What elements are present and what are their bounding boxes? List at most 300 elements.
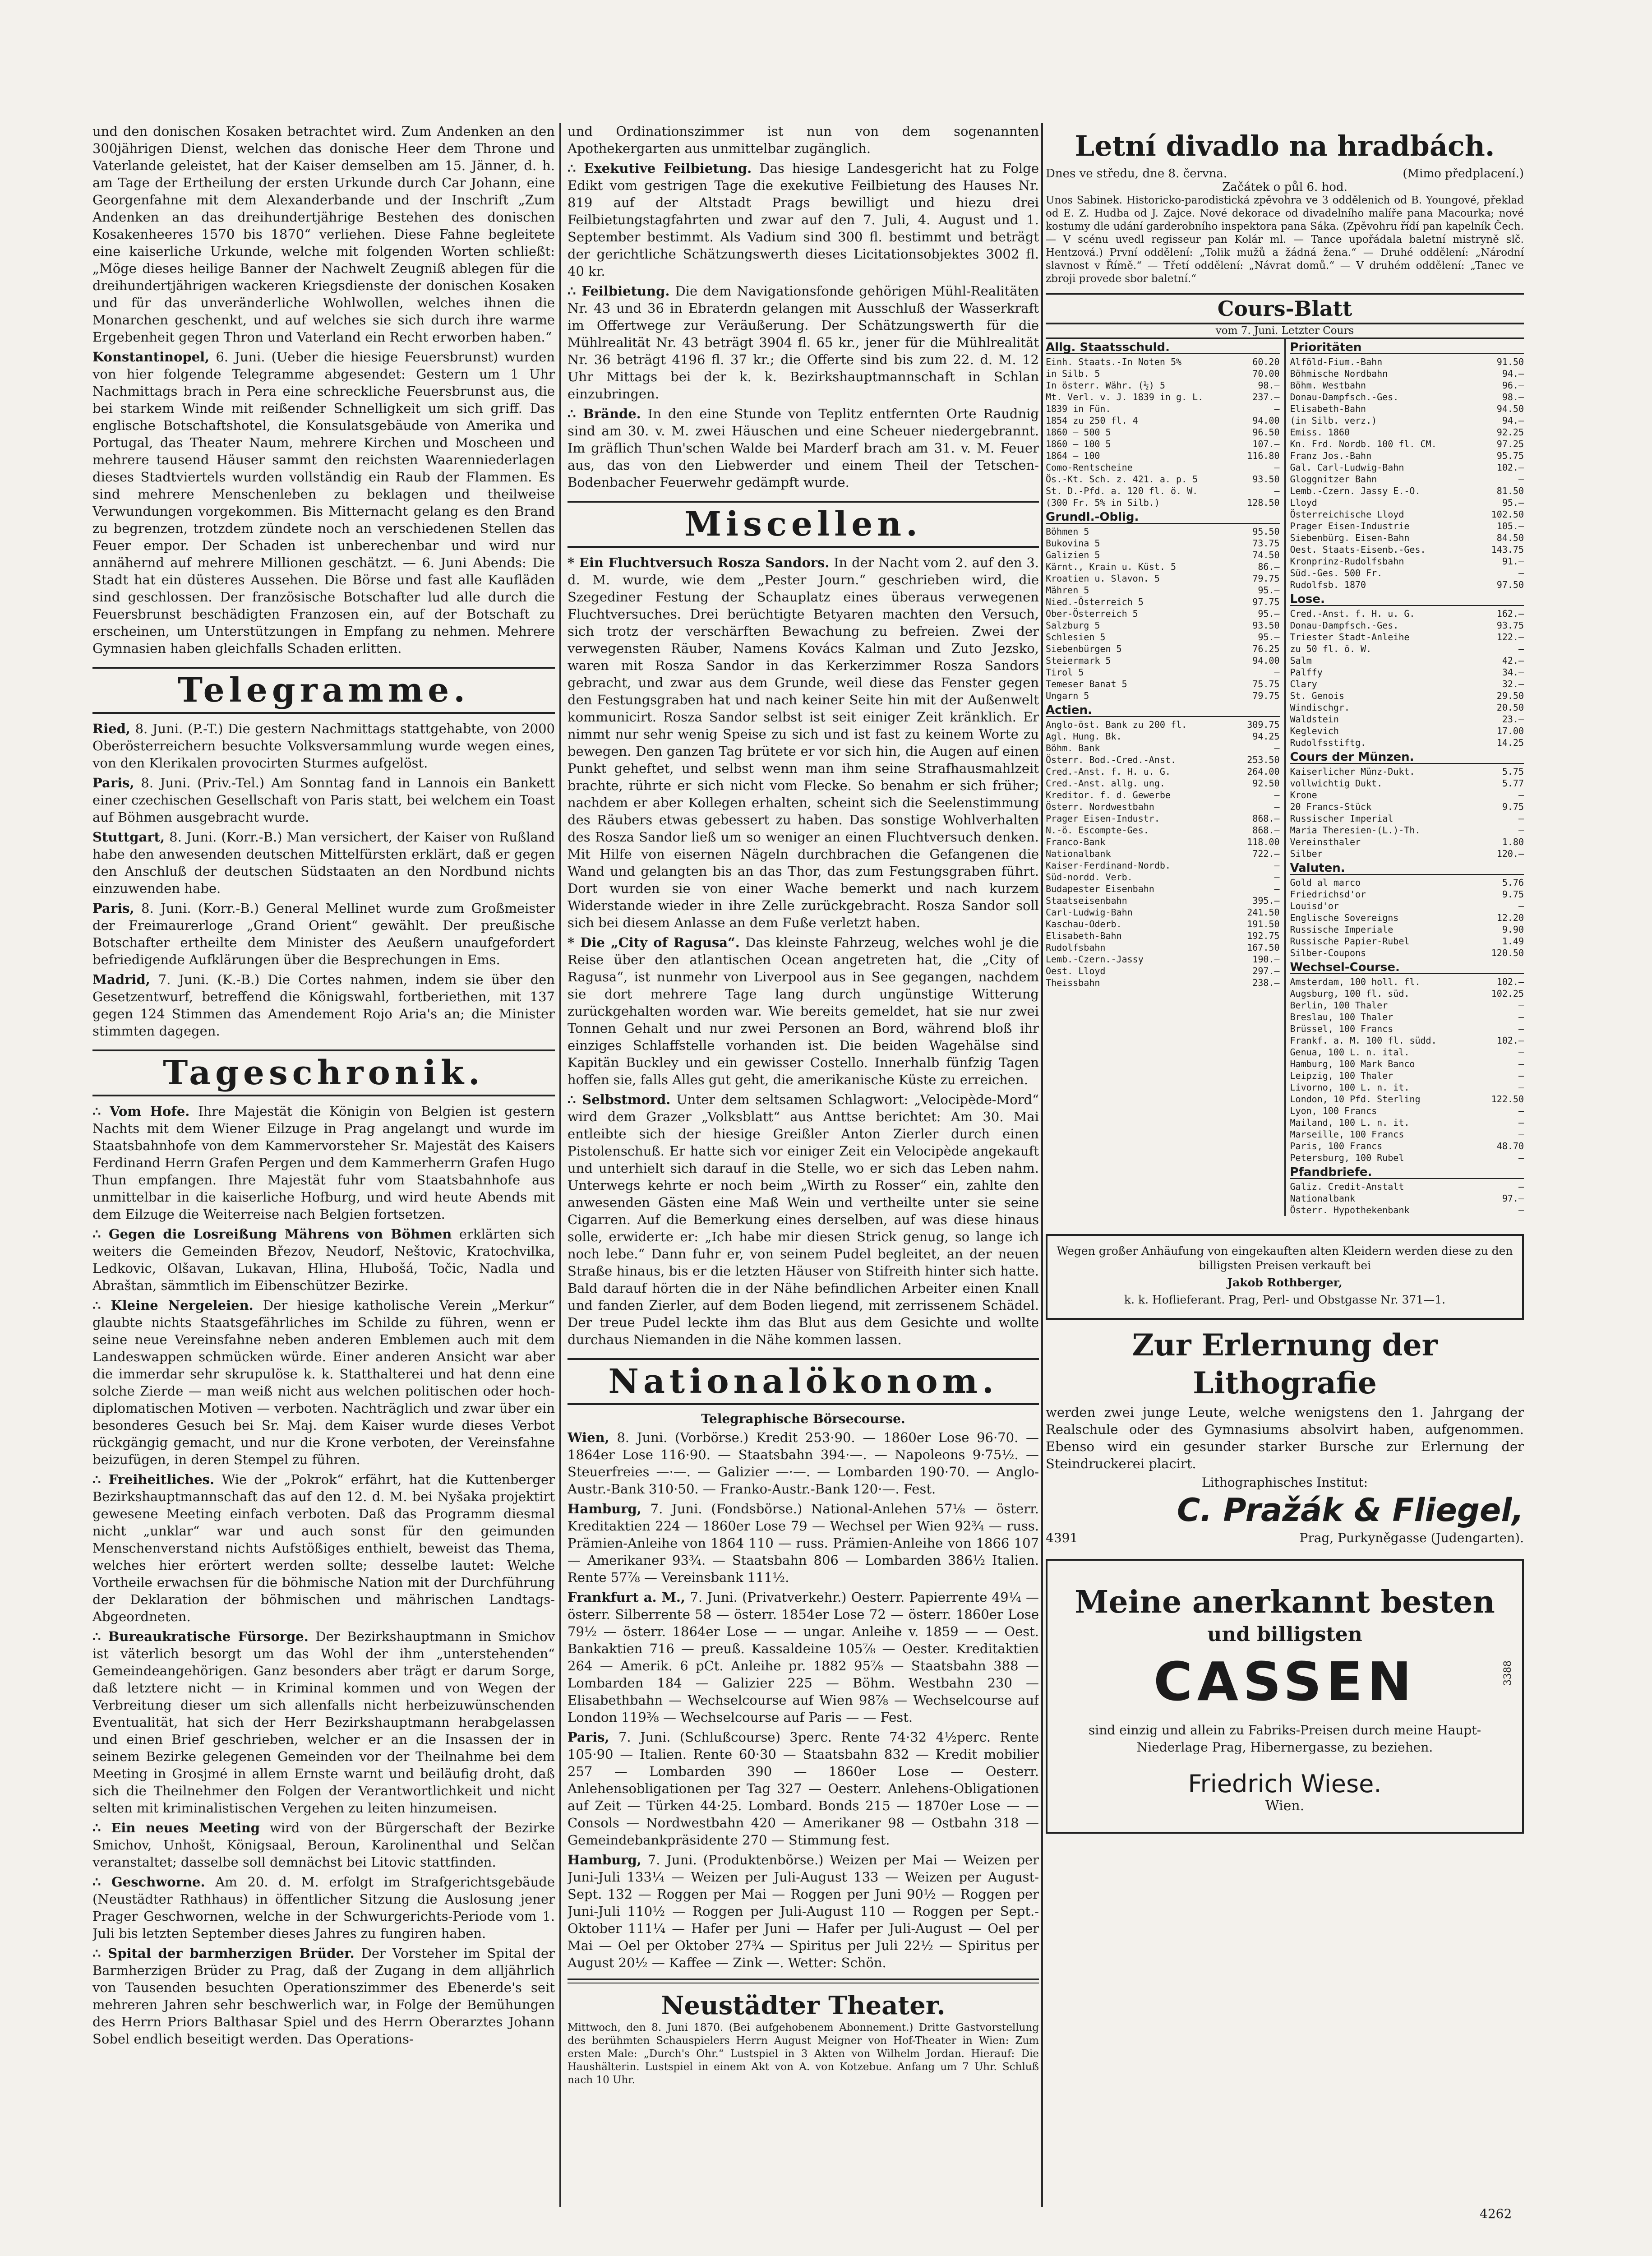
cours-row-label: Cred.-Anst. f. H. u. G.	[1046, 766, 1171, 777]
cours-row-label: Livorno, 100 L. n. it.	[1290, 1082, 1410, 1093]
cours-row-label: Silber	[1290, 848, 1323, 859]
summer-theatre-play: Unos Sabinek. Historicko-parodistická zpěvohra ve 3 oddělenich od B. Youngové, překlad od E. Z. Hudba od J. Zajce. Nové dekorace od divadelního malíře pana Macourka; nové kostumy dle udání garderobního inspektora pana Sáka. (Zpěvohru řídí pan kapelník Čech. — V scénu uvedl regisseur pan Kolár ml. — Tance upořádala baletní mistryně slč. Hentzová.) První oddělení: „Tolik mužů a žádná žena.“ — Druhé oddělení: „Národní slavnost v Římě.“ — Třetí oddělení: „Návrat domů.“ — V druhém oddělení: „Tanec ve zbroji provede sbor baletní.“	[1046, 194, 1524, 285]
cours-row-label: Alföld-Fium.-Bahn	[1290, 356, 1383, 367]
advert-cassen-title: Meine anerkannt besten	[1075, 1584, 1495, 1620]
cours-row-label: Lemb.-Czern.-Jassy	[1046, 954, 1144, 965]
cours-blatt-right	[1290, 339, 1524, 1216]
cours-row	[1046, 462, 1280, 473]
cours-row-value: 107.—	[1252, 439, 1280, 449]
cours-row-value: 190.—	[1252, 954, 1280, 965]
cours-row-label: Theissbahn	[1046, 977, 1100, 988]
cours-row-value: 191.50	[1247, 919, 1280, 929]
cours-row-value: 96.—	[1502, 380, 1524, 391]
cours-row-value: —	[1274, 667, 1280, 678]
cours-row	[1046, 655, 1280, 666]
cours-row	[1046, 690, 1280, 702]
bourse-report-text: 7. Juni. (Fondsbörse.) National-Anlehen 57⅛ — österr. Kreditaktien 224 — 1860er Lose 79 — Wechsel per Wien 92¾ — russ. Prämien-Anleihe von 1864 110 — russ. Prämien-Anleihe von 1866 107 — Amerikaner 93¾. — Staatsbahn 806 — Lombarden 386½ Italien. Rente 57⅞ — Vereinsbank 111½.	[568, 1501, 1039, 1585]
local-item-heading: ∴ Exekutive Feilbietung.	[568, 161, 752, 176]
advert-lithografie-title: Zur Erlernung der Lithografie	[1132, 1327, 1438, 1401]
cours-row	[1290, 1058, 1524, 1070]
cours-group-heading: Valuten.	[1290, 862, 1524, 875]
cours-row-label: Kaiser-Ferdinand-Nordb.	[1046, 860, 1171, 871]
cours-row-value: 5.77	[1502, 778, 1524, 789]
cours-row-value: 91.—	[1502, 556, 1524, 567]
cours-row	[1046, 942, 1280, 953]
cours-row	[1290, 391, 1524, 403]
bourse-subtitle: Telegraphische Börsecourse.	[701, 1411, 905, 1426]
cours-row-label: Waldstein	[1290, 714, 1339, 725]
cours-row	[1290, 368, 1524, 379]
cours-row	[1290, 789, 1524, 801]
cours-row	[1046, 766, 1280, 777]
chronicle-list	[92, 1103, 555, 2048]
cours-row-label: 1854 zu 250 fl. 4	[1046, 415, 1138, 426]
cours-row-label: Schlesien 5	[1046, 632, 1106, 643]
cours-row	[1290, 450, 1524, 462]
cours-row	[1290, 912, 1524, 924]
cours-row-label: Keglevich	[1290, 726, 1339, 736]
cours-row-value: —	[1518, 1070, 1524, 1081]
cours-row-label: St. D.-Pfd. a. 120 fl. ö. W.	[1046, 485, 1198, 496]
cours-row-value: 9.90	[1502, 924, 1524, 935]
column-3	[1046, 123, 1524, 2212]
cours-row-label: Kärnt., Krain u. Küst. 5	[1046, 561, 1176, 572]
cours-row-value: 79.75	[1252, 690, 1280, 701]
cours-row-value: 162.—	[1496, 608, 1524, 619]
cours-row-label: Siebenbürg. Eisen-Bahn	[1290, 532, 1410, 543]
cours-row	[1290, 1011, 1524, 1023]
cours-row	[1046, 883, 1280, 895]
cours-row	[1290, 555, 1524, 567]
cours-row-value: 241.50	[1247, 907, 1280, 918]
cours-row-value: 76.25	[1252, 643, 1280, 654]
cours-blatt-subtitle: vom 7. Juni. Letzter Cours	[1046, 324, 1524, 339]
miscellen-item	[568, 554, 1039, 931]
chronicle-item	[92, 1103, 555, 1223]
cours-row	[1290, 988, 1524, 999]
cours-row	[1290, 1117, 1524, 1128]
cours-row-label: Budapester Eisenbahn	[1046, 883, 1154, 894]
cours-row-label: Oest. Staats-Eisenb.-Ges.	[1290, 544, 1426, 555]
cours-row	[1046, 426, 1280, 438]
cours-row-label: Galizien 5	[1046, 550, 1100, 560]
cours-row	[1290, 777, 1524, 789]
cours-row-label: Böhmen 5	[1046, 526, 1089, 537]
chronicle-item-heading: ∴ Vom Hofe.	[92, 1104, 190, 1119]
cours-row	[1290, 713, 1524, 725]
cours-row-label: 1864 — 100	[1046, 450, 1100, 461]
cours-row	[1290, 462, 1524, 473]
summer-theatre-start: Začátek o půl 6. hod.	[1222, 180, 1347, 194]
cours-row-value: 48.70	[1496, 1141, 1524, 1151]
cours-row	[1290, 924, 1524, 935]
cours-row	[1046, 754, 1280, 766]
chronicle-item-text: erklärten sich weiters die Gemeinden Březov, Neudorf, Neštovic, Kratochvilka, Ledkovic, Olšavan, Lukavan, Hlina, Hlubošá, Točic, Nadla und Abraštan, sämmtlich im Eibenschützer Bezirke.	[92, 1226, 555, 1293]
telegram-item	[92, 900, 555, 968]
cours-row-label: Süd.-Ges. 500 Fr.	[1290, 568, 1383, 578]
cours-row-value: —	[1518, 1105, 1524, 1116]
bourse-reports-list	[568, 1429, 1039, 1971]
cours-row-label: Kreditor. f. d. Gewerbe	[1046, 790, 1171, 800]
column-2	[568, 123, 1039, 2212]
cours-row-value: —	[1274, 743, 1280, 754]
bourse-report-heading: Wien,	[568, 1430, 609, 1445]
cours-row	[1290, 426, 1524, 438]
chronicle-item	[92, 1225, 555, 1294]
cours-row	[1290, 567, 1524, 579]
cours-row	[1290, 1152, 1524, 1164]
cours-row-value: 128.50	[1247, 497, 1280, 508]
cours-row	[1290, 1093, 1524, 1105]
advert-lithografie-firm: C. Pražák & Fliegel,	[1177, 1492, 1524, 1529]
cours-row-value: —	[1518, 825, 1524, 836]
cours-group-heading: Cours der Münzen.	[1290, 751, 1524, 764]
cours-row	[1290, 579, 1524, 591]
miscellen-item-heading: * Die „City of Ragusa“.	[568, 935, 740, 950]
cours-row	[1290, 725, 1524, 737]
miscellen-item-text: Unter dem seltsamen Schlagwort: „Velocipède-Mord“ wird dem Grazer „Volksblatt“ aus Anttse berichtet: Am 30. Mai entleibte sich der hiesige Greißler Anton Zierler durch einen Pistolenschuß. Er hatte sich vor einiger Zeit ein Velocipède angekauft und unterhielt sich darauf in die Stelle, wo er sich das Leben nahm. Unterwegs kehrte er noch beim „Wirth zu Rosser“ ein, zahlte den anwesenden Gästen eine Maß Wein und vertheilte unter sie seine Cigarren. Auf die Bemerkung eines derselben, auf was diese hinaus solle, erwiderte er: „Ich habe mir diesen Strick genug, so lange ich noch lebe.“ Dann fuhr er, von seinem Pudel begleitet, an der neuen Straße hinaus, bis er die letzten Häuser von Stifreith hinter sich hatte. Bald darauf hörten die in der Nähe befindlichen Arbeiter einen Knall und fanden Zierler, auf dem Boden liegend, mit zerrissenem Schädel. Der treue Pudel leckte ihm das Blut aus dem Gesichte und wollte durchaus Niemanden in die Nähe kommen lassen.	[568, 1092, 1039, 1347]
telegram-item	[92, 828, 555, 897]
cours-row-label: Carl-Ludwig-Bahn	[1046, 907, 1133, 918]
cours-row-value: —	[1274, 883, 1280, 894]
bourse-report	[568, 1729, 1039, 1849]
cours-row-label: Agl. Hung. Bk.	[1046, 731, 1122, 742]
cours-row-value: 5.75	[1502, 766, 1524, 777]
intro-paragraph: und den donischen Kosaken betrachtet wird. Zum Andenken an den 300jährigen Dienst, welchen das donische Heer dem Throne und Vaterlande geleistet, hat der Kaiser demselben am 15. Jänner, d. h. am Tage der Ertheilung der ersten Urkunde durch Car Johann, eine Georgenfahne mit dem Alexanderbande und der Inschrift „Zum Andenken an das dreihundertjährige Bestehen des donischen Kosakenheeres 1570 bis 1870“ verliehen. Diese Fahne begleitete eine kaiserliche Urkunde, welche mit folgenden Worten schließt: „Möge dieses heilige Banner der Nachwelt Zeugniß ablegen für die dreihundertjährigen wackeren Kriegsdienste der donischen Kosaken und für das unveränderliche Wohlwollen, welches ihnen die Monarchen geschenkt, und auf welches sie sich durch ihre warme Ergebenheit gegen Thron und Vaterland ein Recht erworben haben.“	[92, 124, 555, 345]
cours-row-label: Vereinsthaler	[1290, 837, 1361, 847]
cours-row-label: Kroatien u. Slavon. 5	[1046, 573, 1160, 584]
chronicle-item-heading: ∴ Geschworne.	[92, 1874, 205, 1890]
cours-row	[1046, 485, 1280, 497]
cours-row	[1046, 895, 1280, 906]
cours-row-value: 722.—	[1252, 848, 1280, 859]
cours-row	[1290, 678, 1524, 690]
cours-row	[1290, 438, 1524, 450]
cours-row-value: —	[1518, 1000, 1524, 1011]
cours-row-value: —	[1274, 872, 1280, 883]
dateline-place: Konstantinopel,	[92, 349, 210, 365]
local-item	[568, 160, 1039, 280]
telegram-item-text: 8. Juni. (P.-T.) Die gestern Nachmittags stattgehabte, von 2000 Oberösterreichern besuchte Volksversammlung wurde wegen eines, von den Klerikalen provocirten Sturmes aufgelöst.	[92, 721, 555, 771]
cours-row-value: 94.—	[1502, 368, 1524, 379]
miscellen-item	[568, 1091, 1039, 1348]
cours-row-value: —	[1518, 1023, 1524, 1034]
summer-theatre-dateline: Dnes ve středu, dne 8. června. (Mimo předplacení.)	[1046, 167, 1524, 180]
cours-row	[1290, 737, 1524, 749]
cours-row-value: 143.75	[1491, 544, 1524, 555]
cours-row	[1290, 766, 1524, 777]
cours-row	[1290, 497, 1524, 509]
cours-row	[1046, 391, 1280, 403]
cours-row-label: Salm	[1290, 655, 1312, 666]
cours-row-label: Maria Theresien-(L.)-Th.	[1290, 825, 1421, 836]
advert-cassen	[1046, 1559, 1524, 1834]
cours-row-value: —	[1518, 1059, 1524, 1069]
cours-row-label: Donau-Dampfsch.-Ges.	[1290, 620, 1399, 631]
cours-row	[1046, 871, 1280, 883]
cours-row	[1290, 1128, 1524, 1140]
cours-row-value: —	[1518, 1205, 1524, 1216]
cours-group-heading: Allg. Staatsschuld.	[1046, 342, 1280, 354]
cours-row	[1046, 666, 1280, 678]
cours-row-label: Marseille, 100 Francs	[1290, 1129, 1404, 1140]
cours-row-value: —	[1518, 1047, 1524, 1058]
cours-group-heading: Lose.	[1290, 593, 1524, 606]
cours-row-value: 94.25	[1252, 731, 1280, 742]
cours-row	[1290, 999, 1524, 1011]
cours-row	[1290, 532, 1524, 544]
cours-row	[1290, 824, 1524, 836]
telegram-item	[92, 971, 555, 1040]
cours-row-label: 1860 — 100 5	[1046, 439, 1111, 449]
cours-row	[1290, 877, 1524, 888]
cours-row	[1290, 1082, 1524, 1093]
cours-row	[1290, 403, 1524, 415]
cours-row	[1290, 473, 1524, 485]
cours-row-value: 17.00	[1496, 726, 1524, 736]
cours-row-value: —	[1518, 813, 1524, 824]
cours-row-value: 264.00	[1247, 766, 1280, 777]
cours-row	[1290, 836, 1524, 848]
cours-row-label: Silber-Coupons	[1290, 948, 1366, 958]
cours-row	[1290, 1023, 1524, 1035]
cours-row	[1046, 678, 1280, 690]
bourse-report	[568, 1500, 1039, 1586]
cours-row-value: —	[1518, 643, 1524, 654]
cours-row	[1046, 473, 1280, 485]
bourse-report-text: 8. Juni. (Vorbörse.) Kredit 253·90. — 1860er Lose 96·70. — 1864er Lose 116·90. — Staatsbahn 394·—. — Napoleons 9·75½. — Steuerfreies —·—. — Galizier —·—. — Lombarden 190·70. — Anglo-Austr.-Bank 310·50. — Franko-Austr.-Bank 120·—. Fest.	[568, 1430, 1039, 1497]
column-rule-2	[1041, 123, 1043, 2207]
cours-row-value: —	[1274, 801, 1280, 812]
chronicle-item	[92, 1471, 555, 1625]
telegram-item-text: 8. Juni. (Korr.-B.) Man versichert, der Kaiser von Rußland habe den anwesenden deutschen Mittelfürsten erklärt, daß er gegen den Anschluß der deutschen Südstaaten an den Nordbund nichts einzuwenden habe.	[92, 829, 555, 896]
chronicle-item-text: Der Bezirkshauptmann in Smichov ist väterlich besorgt um das Wohl der ihm „unterstehenden“ Gemeindeangehörigen. Ganz besonders aber trägt er darum Sorge, daß letztere nicht — in Kriminal kommen und von Wegen der Verbreitung dieser um sich allenfalls nicht herbeizuwünschenden Eventualität, hat sich der Herr Bezirkshauptmann herabgelassen und einen Brief geschrieben, welcher er an die Insassen der in seinem Bezirke gelegenen Gemeinden vor der Theilnahme bei dem Meeting in Grosjmé in allem Ernste warnt und beiläufig droht, daß sich die Theilnehmer den Folgen der Verantwortlichkeit und nicht selten mit kriminalistischen Vergehen zu leiten hinzumeisen.	[92, 1629, 555, 1816]
cours-row	[1046, 824, 1280, 836]
cours-row-value: 94.—	[1502, 415, 1524, 426]
cours-row-value: —	[1274, 790, 1280, 800]
local-item	[568, 405, 1039, 491]
cours-row	[1290, 888, 1524, 900]
cours-row	[1046, 977, 1280, 989]
cours-row-value: —	[1274, 403, 1280, 414]
cours-row	[1046, 719, 1280, 730]
cours-row-label: Donau-Dampfsch.-Ges.	[1290, 392, 1399, 402]
cours-row	[1046, 415, 1280, 426]
cours-row-label: Frankf. a. M. 100 fl. südd.	[1290, 1035, 1437, 1046]
cours-row	[1046, 953, 1280, 965]
advert-cassen-word: CASSEN	[1154, 1650, 1416, 1713]
cours-row-value: 94.00	[1252, 415, 1280, 426]
cours-row	[1046, 918, 1280, 930]
cours-row-value: —	[1518, 1082, 1524, 1093]
cours-group-heading: Grundl.-Oblig.	[1046, 511, 1280, 524]
cours-row-value: 75.75	[1252, 679, 1280, 689]
cours-row-value: 74.50	[1252, 550, 1280, 560]
advert-lithografie-institute: Lithographisches Institut:	[1201, 1475, 1368, 1490]
advert-rothberger-address: k. k. Hoflieferant. Prag, Perl- und Obstgasse Nr. 371—1.	[1124, 1293, 1446, 1306]
cours-row-value: 1.49	[1502, 936, 1524, 947]
advert-number: 4262	[1480, 2206, 1512, 2221]
advert-lithografie-text: werden zwei junge Leute, welche wenigstens den 1. Jahrgang der Realschule oder des Gymnasiums absolvirt haben, aufgenommen. Ebenso wird ein gesunder starker Bursche zur Erlernung der Steindruckerei placirt.	[1046, 1405, 1524, 1471]
cours-row-label: Lyon, 100 Francs	[1290, 1105, 1377, 1116]
intro-paragraph: und Ordinationszimmer ist nun von dem sogenannten Apothekergarten aus unmittelbar zugänglich.	[568, 124, 1039, 156]
cours-row-value: 102.50	[1491, 509, 1524, 520]
cours-row-value: 95.—	[1502, 497, 1524, 508]
cours-row	[1046, 643, 1280, 655]
cours-row-value: 14.25	[1496, 737, 1524, 748]
bourse-report-heading: Frankfurt a. M.,	[568, 1590, 686, 1605]
cours-row	[1046, 403, 1280, 415]
cours-row-label: Mt. Verl. v. J. 1839 in g. L.	[1046, 392, 1204, 402]
cours-row-label: Temeser Banat 5	[1046, 679, 1127, 689]
cours-row-value: 94.00	[1252, 655, 1280, 666]
cours-row-label: London, 10 Pfd. Sterling	[1290, 1094, 1421, 1105]
cours-row-label: Mailand, 100 L. n. it.	[1290, 1117, 1410, 1128]
cours-row	[1046, 836, 1280, 848]
section-heading-miscellen: Miscellen.	[568, 501, 1039, 548]
cours-row	[1046, 526, 1280, 537]
bourse-report-text: 7. Juni. (Privatverkehr.) Oesterr. Papierrente 49¼ — österr. Silberrente 58 — österr. 1854er Lose 72 — österr. 1860er Lose 79½ — österr. 1864er Lose — — ungar. Anleihe v. 1859 — — Oest. Bankaktien 716 — preuß. Kassaldeine 105⅞ — Oester. Kreditaktien 264 — Amerik. 6 pCt. Anleihe pr. 1882 95⅞ — Staatsbahn 388 — Lombarden 184 — Galizier 225 — Böhm. Westbahn 230 — Elisabethbahn — Wechselcourse auf Wien 98⅞ — Wechselcourse auf London 119⅜ — Wechselcourse auf Paris — — Fest.	[568, 1590, 1039, 1725]
cours-row	[1290, 509, 1524, 520]
local-item-text: Das hiesige Landesgericht hat zu Folge Edikt vom gestrigen Tage die exekutive Feilbietung des Hauses Nr. 819 auf der Altstadt Prags bewilligt und hiezu drei Feilbietungstagfahrten und zwar auf den 7. Juli, 4. August und 1. September bestimmt. Als Vadium sind 300 fl. bestimmt und beträgt der gerichtliche Schätzungswerth dieses Licitationsobjektes 3002 fl. 40 kr.	[568, 161, 1039, 279]
cours-row-label: Gloggnitzer Bahn	[1290, 474, 1377, 485]
cours-row-value: —	[1518, 1181, 1524, 1192]
section-heading-tageschronik: Tageschronik.	[92, 1049, 555, 1096]
chronicle-item	[92, 1945, 555, 2048]
cours-row-label: Prager Eisen-Industrie	[1290, 521, 1410, 532]
chronicle-item-heading: ∴ Freiheitliches.	[92, 1472, 215, 1487]
cours-row	[1290, 801, 1524, 813]
miscellen-item-heading: ∴ Selbstmord.	[568, 1092, 671, 1107]
telegram-item-text: 7. Juni. (K.-B.) Die Cortes nahmen, indem sie über den Gesetzentwurf, betreffend die Königswahl, fortberiethen, mit 137 gegen 124 Stimmen das Amendement Rojo Aria's an; die Minister stimmten dagegen.	[92, 972, 555, 1039]
telegram-item-heading: Paris,	[92, 775, 134, 791]
chronicle-item-text: Ihre Majestät die Königin von Belgien ist gestern Nachts mit dem Wiener Eilzuge in Prag angelangt und wurde im Staatsbahnhofe von dem Kammervorsteher Sr. Majestät des Kaisers Ferdinand Herrn Grafen Pergen und dem Kammerherrn Grafen Hugo Thun empfangen. Ihre Majestät fuhr vom Staatsbahnhofe aus unmittelbar in die kaiserliche Hofburg, und wird heute Abends mit dem Eilzuge die Weiterreise nach Belgien fortsetzen.	[92, 1104, 555, 1222]
cours-row	[1290, 1140, 1524, 1152]
cours-row-label: Louisd'or	[1290, 901, 1339, 911]
telegram-item	[92, 774, 555, 826]
miscellen-item-text: Das kleinste Fahrzeug, welches wohl je die Reise über den atlantischen Ocean angetreten hat, die „City of Ragusa“, ist nunmehr von Liverpool aus in See gegangen, nachdem sie dort mehrere Tage lang durch ungünstige Witterung zurückgehalten worden war. Wie bereits gemeldet, hat sie nur zwei Tonnen Gehalt und nur zwei Personen an Bord, während bloß ihr einziges Schlaffstelle vorhanden ist. Die beiden Wagehälse sind Kapitän Buckley und ein gewisser Costello. Innerhalb fünfzig Tagen hoffen sie, falls Alles gut geht, die amerikanische Küste zu erreichen.	[568, 935, 1039, 1087]
cours-row	[1290, 690, 1524, 702]
telegram-list	[92, 720, 555, 1040]
cours-row	[1046, 608, 1280, 619]
cours-row-label: Steiermark 5	[1046, 655, 1111, 666]
cours-row-label: Gold al marco	[1290, 877, 1361, 888]
cours-row-label: Mähren 5	[1046, 585, 1089, 596]
local-item-text: In den eine Stunde von Teplitz entfernten Orte Raudnig sind am 30. v. M. zwei Häuschen und eine Scheuer niedergebrannt. Im gräflich Thun'schen Walde bei Marderf brach am 31. v. M. Feuer aus, das von den Liebwerder und einem Theil der Tetschen-Bodenbacher Feuerwehr gedämpft wurde.	[568, 406, 1039, 490]
cours-row-value: —	[1518, 1152, 1524, 1163]
cours-row-value: 9.75	[1502, 889, 1524, 900]
cours-row-label: Rudolfsstiftg.	[1290, 737, 1366, 748]
column-1	[92, 123, 555, 2212]
cours-row-value: —	[1518, 1012, 1524, 1022]
miscellen-item-text: In der Nacht vom 2. auf den 3. d. M. wurde, wie dem „Pester Journ.“ geschrieben wird, die Szegediner Festung der Schauplatz eines überaus verwegenen Fluchtversuches. Drei berüchtigte Betyaren machten den Versuch, sich trotz der verschärften Bewachung zu befreien. Zwei der verwegensten Räuber, Namens Kovács Kalman und Zuto Jezsko, waren mit Rosza Sandor in das Kerkerzimmer Rosza Sandors gebracht, und zwar aus dem Grunde, weil diese das Fenster gegen den Festungsgraben hat und nach keiner Seite hin mit der Außenwelt kommunicirt. Rosza Sandor selbst ist seit einiger Zeit kränklich. Er nimmt nur sehr wenig Speise zu sich und ist fast zu keinem Worte zu bewegen. Den ganzen Tag brütete er vor sich hin, die Augen auf einen Punkt geheftet, und selbst wenn man ihm seine Strafhausmahlzeit brachte, rührte er sich nicht vom Flecke. So benahm er sich früher; nachdem er aber Kollegen erhalten, scheint sich die Seelenstimmung des Räubers etwas gebessert zu haben. Das sonstige Wohlverhalten des Rosza Sandor ließ um so weniger an einen Fluchtversuch denken. Mit Hilfe von eisernen Nägeln durchbrachen die Gefangenen die Wand und gelangten bis an das Thor, das zum Festungsgraben führt. Dort wurden sie von einer Wache bemerkt und nach kurzem Widerstande wieder in ihre Zelle zurückgebracht. Rosza Sandor soll sich bei diesem Anlasse an dem Fuße verletzt haben.	[568, 555, 1039, 930]
cours-row-value: 94.50	[1496, 403, 1524, 414]
chronicle-item	[92, 1628, 555, 1817]
cours-row-label: Lemb.-Czern. Jassy E.-O.	[1290, 485, 1421, 496]
cours-row-label: Cred.-Anst. allg. ung.	[1046, 778, 1165, 789]
cours-row	[1046, 742, 1280, 754]
cours-row	[1290, 702, 1524, 713]
telegram-item-heading: Paris,	[92, 901, 134, 916]
advert-rothberger	[1046, 1234, 1524, 1320]
cours-row-label: Ös.-Kt. Sch. z. 421. a. p. 5	[1046, 474, 1198, 485]
cours-row-value: 122.—	[1496, 632, 1524, 643]
cours-row-value: 102.25	[1491, 988, 1524, 999]
cours-row	[1290, 1193, 1524, 1204]
cours-row-label: St. Genois	[1290, 690, 1344, 701]
cours-row-value: 102.—	[1496, 462, 1524, 473]
cours-row-label: Franco-Bank	[1046, 837, 1106, 847]
advert-side-number: 3388	[1502, 1660, 1514, 1686]
cours-row	[1290, 655, 1524, 666]
cours-row-value: 23.—	[1502, 714, 1524, 725]
bourse-report-heading: Hamburg,	[568, 1501, 641, 1516]
advert-rothberger-name: Jakob Rothberger,	[1227, 1276, 1343, 1289]
cours-row-value: 96.50	[1252, 427, 1280, 438]
cours-row-value: 122.50	[1491, 1094, 1524, 1105]
cours-row-value: 102.—	[1496, 976, 1524, 987]
cours-row-label: N.-ö. Escompte-Ges.	[1046, 825, 1149, 836]
cours-row-value: —	[1274, 860, 1280, 871]
advert-cassen-city: Wien.	[1265, 1798, 1305, 1814]
cours-row-label: Hamburg, 100 Mark Banco	[1290, 1059, 1415, 1069]
chronicle-item-heading: ∴ Ein neues Meeting	[92, 1820, 260, 1835]
cours-row-label: Como-Rentscheine	[1046, 462, 1133, 473]
cours-row-value: —	[1518, 1117, 1524, 1128]
telegram-item-text: 8. Juni. (Korr.-B.) General Mellinet wurde zum Großmeister der Freimaurerloge „Grand Orient“ gewählt. Der preußische Botschafter ertheilte dem Minister des Aeußern unaufgefordert befriedigende Aufklärungen über die Besprechungen in Ems.	[92, 901, 555, 967]
cours-row-label: Prager Eisen-Industr.	[1046, 813, 1160, 824]
cours-row-label: Böhmische Nordbahn	[1290, 368, 1388, 379]
cours-row-label: Nied.-Österreich 5	[1046, 596, 1144, 607]
cours-row-value: 237.—	[1252, 392, 1280, 402]
cours-row-label: Rudolfsb. 1870	[1290, 579, 1366, 590]
cours-row-label: Oest. Lloyd	[1046, 966, 1106, 976]
chronicle-item-heading: ∴ Bureaukratische Fürsorge.	[92, 1629, 309, 1644]
cours-row-label: 1860 — 500 5	[1046, 427, 1111, 438]
cours-row-value: 93.50	[1252, 620, 1280, 631]
chronicle-item-heading: ∴ Gegen die Losreißung Mährens von Böhmen	[92, 1226, 452, 1242]
cours-row-value: 97.50	[1496, 579, 1524, 590]
cours-row	[1290, 900, 1524, 912]
cours-row	[1046, 573, 1280, 584]
cours-row	[1046, 497, 1280, 509]
cours-row-value: 86.—	[1258, 561, 1280, 572]
cours-group-heading: Actien.	[1046, 704, 1280, 717]
cours-group-heading: Wechsel-Course.	[1290, 962, 1524, 974]
chronicle-item-heading: ∴ Kleine Nergeleien.	[92, 1298, 254, 1313]
cours-row-value: 98.—	[1502, 392, 1524, 402]
cours-row-value: 105.—	[1496, 521, 1524, 532]
cours-row	[1290, 1204, 1524, 1216]
cours-row-label: 1839 in Fün.	[1046, 403, 1111, 414]
cours-row-label: Paris, 100 Francs	[1290, 1141, 1383, 1151]
cours-row-label: In österr. Währ. (½) 5	[1046, 380, 1165, 391]
cours-row-label: Salzburg 5	[1046, 620, 1100, 631]
local-item-text: Die dem Navigationsfonde gehörigen Mühl-Realitäten Nr. 43 und 36 in Ebraterdn gelangen mit Ausschluß der Wasserkraft im Offertwege zur Veräußerung. Der Schätzungswerth für die Mühlrealität Nr. 43 beträgt 3904 fl. 65 kr., jener für die Mühlrealität Nr. 36 beträgt 4196 fl. 37 kr.; die Offerte sind bis zum 22. d. M. 12 Uhr Mittags bei der k. k. Bezirkshauptmannschaft in Schlan einzubringen.	[568, 283, 1039, 402]
cours-row-value: 309.75	[1247, 719, 1280, 730]
cours-group-heading: Prioritäten	[1290, 342, 1524, 354]
cours-row-label: Rudolfsbahn	[1046, 942, 1106, 953]
bourse-report	[568, 1589, 1039, 1726]
cours-row-value: 192.75	[1247, 930, 1280, 941]
cours-row	[1046, 537, 1280, 549]
cours-row	[1046, 965, 1280, 977]
cours-row-label: Ober-Österreich 5	[1046, 608, 1138, 619]
chronicle-item-text: Der hiesige katholische Verein „Merkur“ glaubte nichts Staatsgefährliches im Schilde zu führen, wenn er seine neue Vereinsfahne neben anderen Emblemen auch mit dem Landeswappen schmücken würde. Einer anderen Ansicht war aber die immerdar sehr skrupulöse k. k. Statthalterei und hat denn eine solche Zierde — man weiß nicht aus welchen politischen oder hoch-diplomatischen Motiven — verboten. Nachträglich und zwar über ein besonderes Gesuch bei Sr. Maj. dem Kaiser wurde dieses Verbot rückgängig gemacht, und nur die Krone verboten, der Vereinsfahne beizufügen, in deren Stempel zu führen.	[92, 1298, 555, 1467]
cours-row-value: 120.50	[1491, 948, 1524, 958]
cours-row	[1290, 935, 1524, 947]
advert-lithografie-address: Prag, Purkyněgasse (Judengarten).	[1299, 1530, 1524, 1545]
